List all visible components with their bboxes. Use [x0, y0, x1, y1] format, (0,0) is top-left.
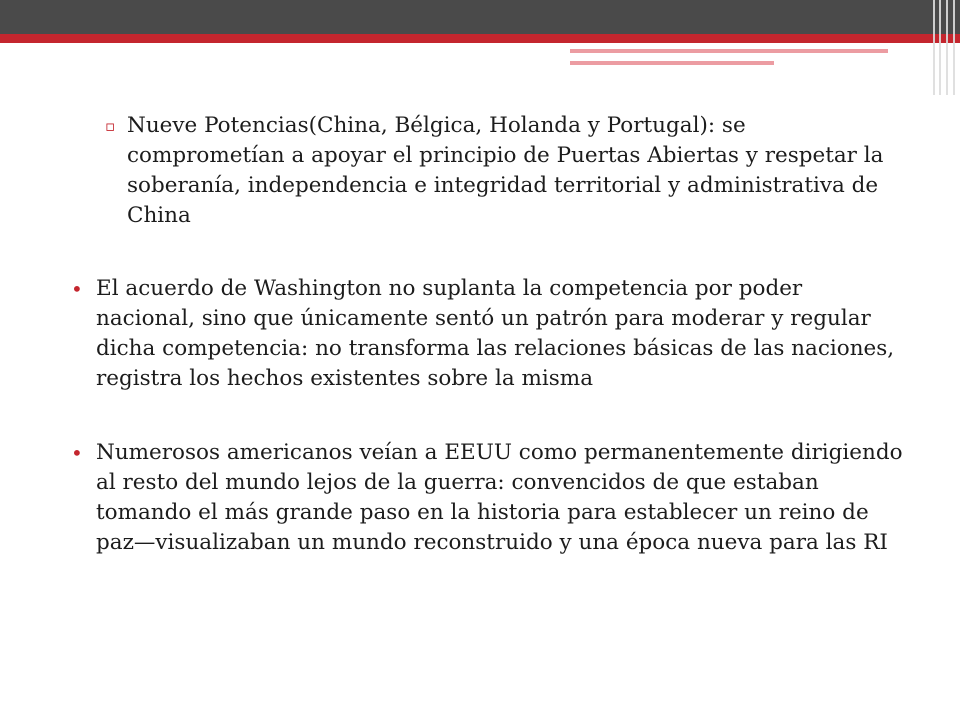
sub-bullet-text: Nueve Potencias(China, Bélgica, Holanda y Portugal): se comprometían a apoyar el principio de Puertas Abiertas y respetar la soberanía, independencia e integridad territorial y administrativa de China — [127, 113, 884, 228]
slide-header-bar — [0, 0, 960, 34]
header-accent-line-top — [570, 49, 888, 53]
slide-header-red-line — [0, 34, 960, 43]
bullet-item-americanos — [71, 438, 906, 558]
bullet-text: El acuerdo de Washington no suplanta la competencia por poder nacional, sino que únicamente sentó un patrón para moderar y regular dicha competencia: no transforma las relaciones básicas de las naciones, registra los hechos existentes sobre la misma — [96, 276, 895, 391]
bullet-marker-icon: • — [71, 277, 83, 301]
slide-body — [66, 111, 906, 558]
sub-bullet-item — [105, 111, 906, 231]
sub-bullet-marker-icon: ▫ — [105, 117, 116, 135]
bullet-text: Numerosos americanos veían a EEUU como permanentemente dirigiendo al resto del mundo lejos de la guerra: convencidos de que estaban tomando el más grande paso en la historia para establecer un reino de paz—visualizaban un mundo reconstruido y una época nueva para las RI — [96, 440, 903, 555]
bullet-marker-icon: • — [71, 441, 83, 465]
corner-decoration-lines — [930, 0, 960, 95]
header-accent-line-bottom — [570, 61, 774, 65]
bullet-item-washington — [71, 274, 906, 394]
